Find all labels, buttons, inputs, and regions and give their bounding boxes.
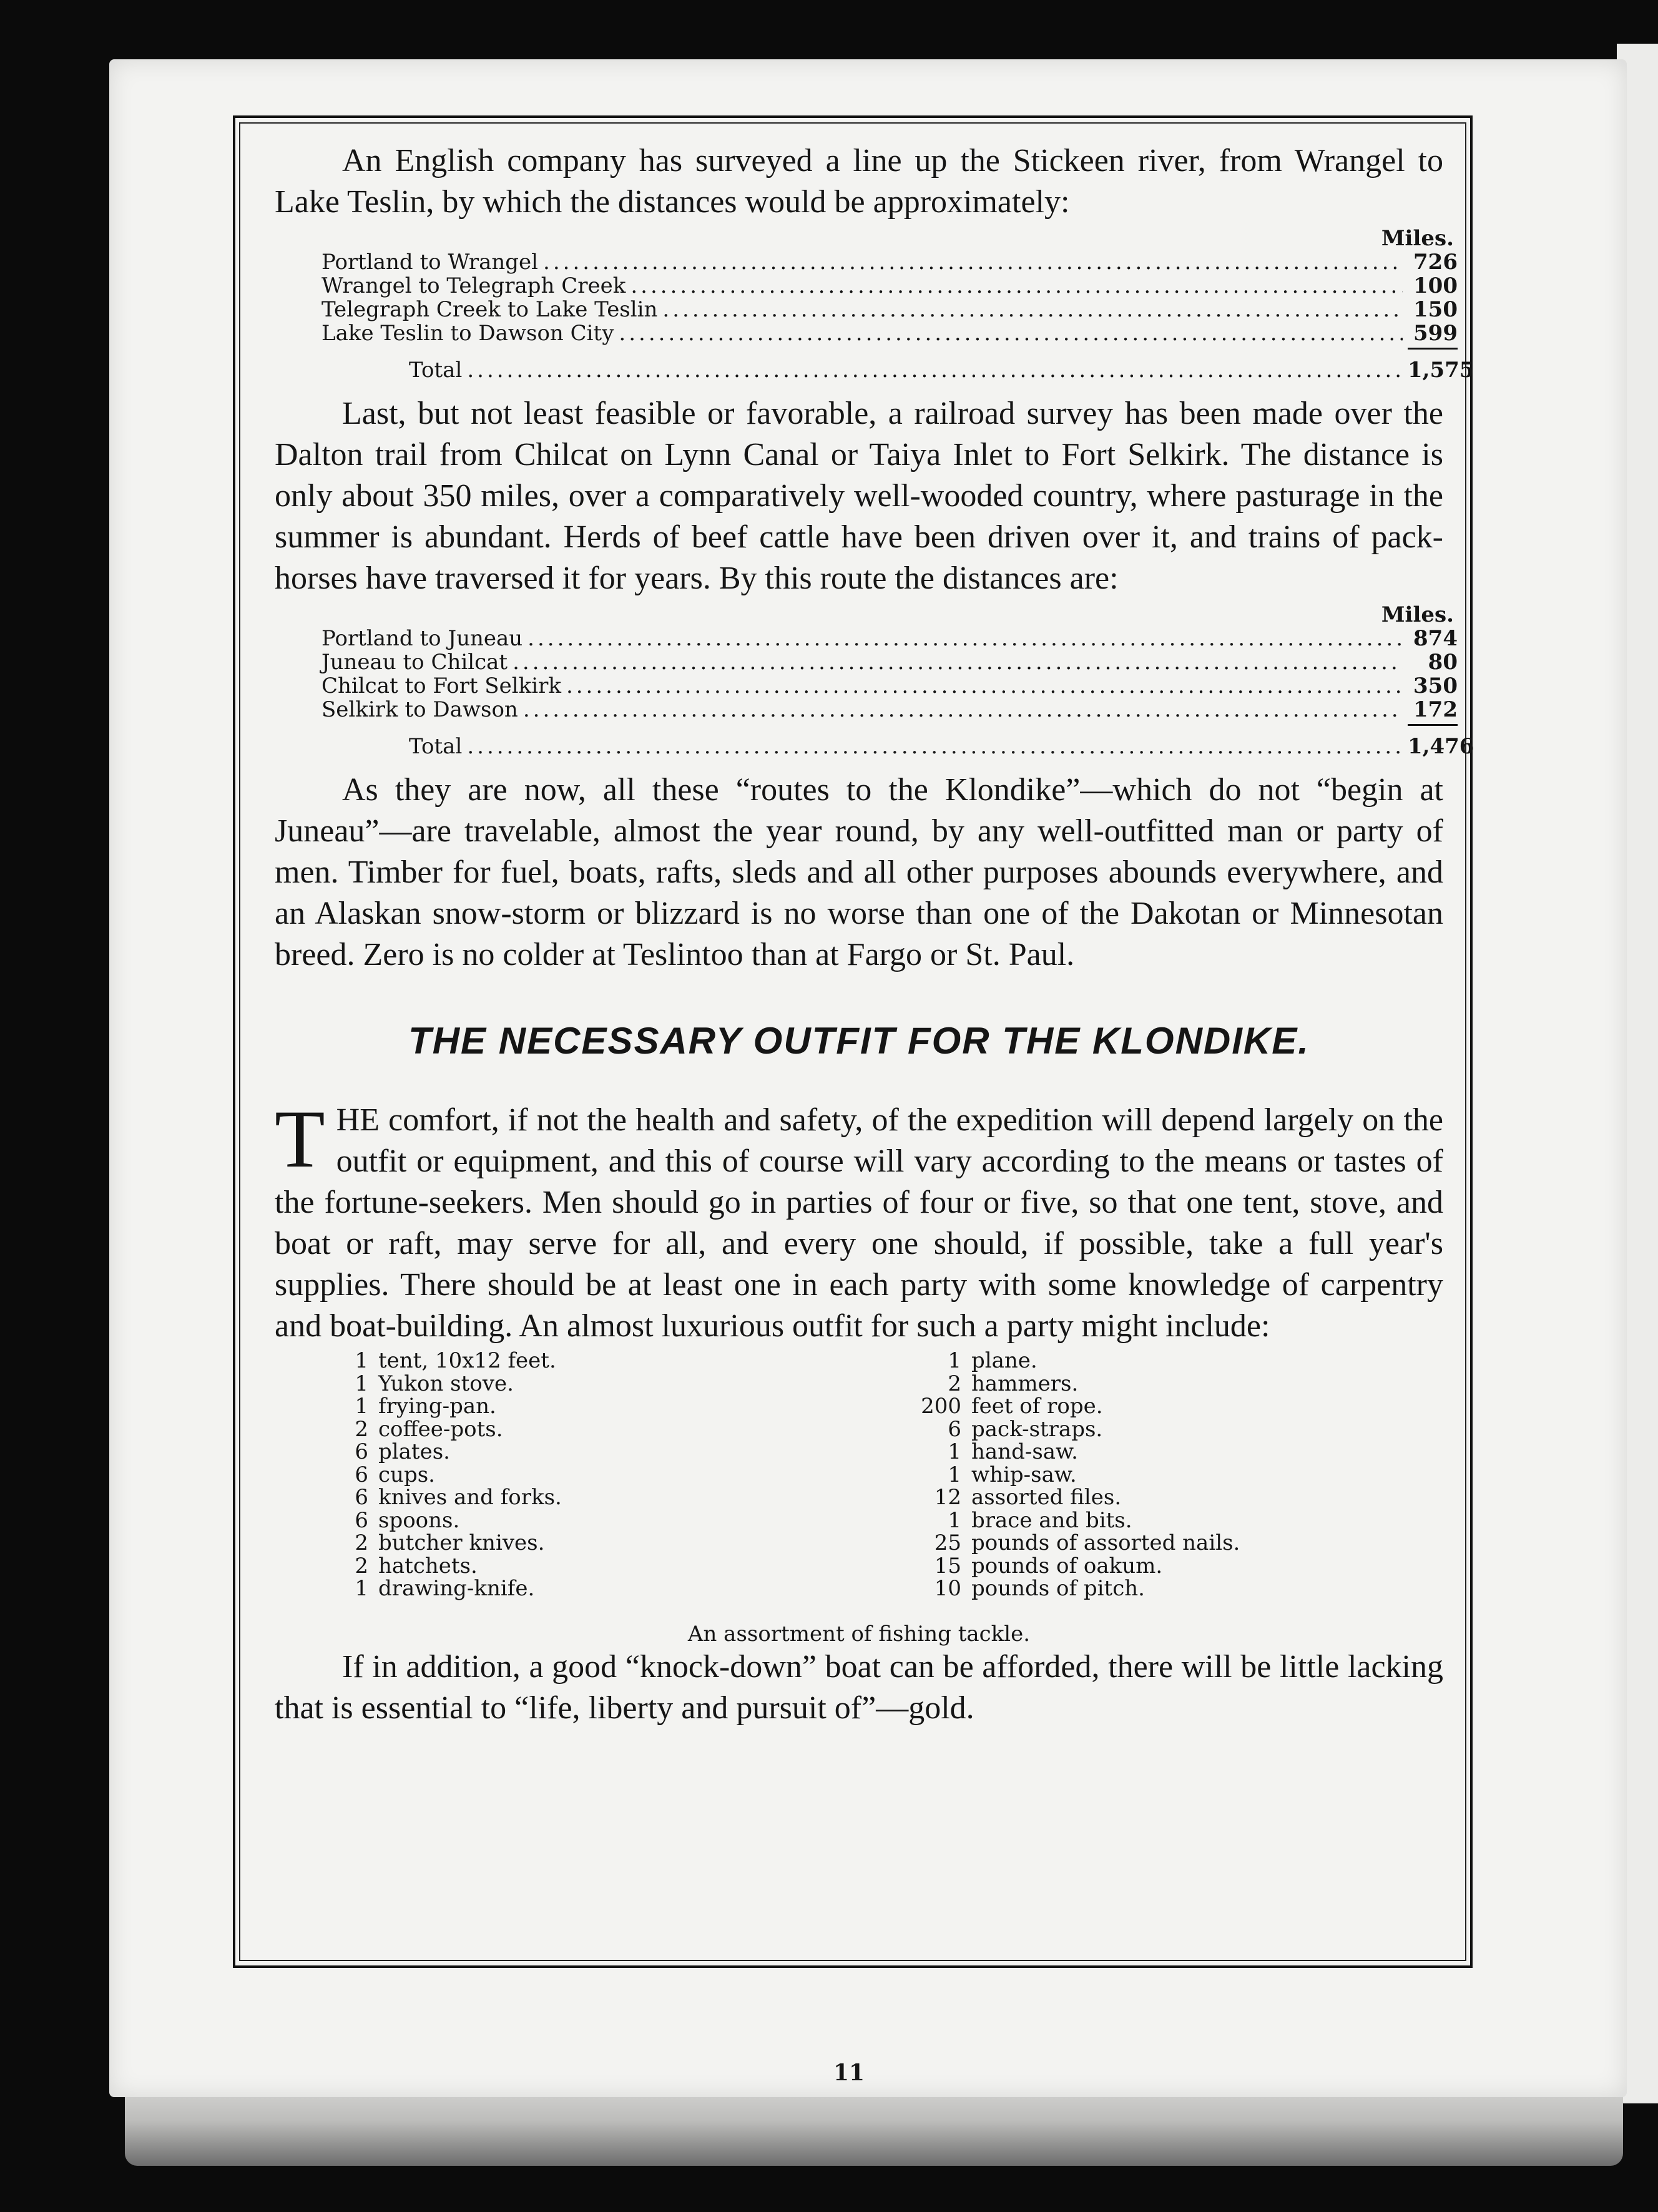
drop-cap: T — [275, 1093, 325, 1185]
total-rule — [1408, 724, 1458, 726]
list-item: 6 cups. — [355, 1462, 435, 1487]
table-header: Miles. — [1381, 602, 1454, 627]
routes-paragraph: As they are now, all these “routes to the Klondike”—which do not “begin at Juneau”—are travelable, almost the year round, by any well-outfitted man or party of men. Timber for fuel, boats, rafts, sleds and all other purposes abounds everywhere, and an Alaskan snow-storm or blizzard is no worse than one of the Dakotan or Minnesotan breed. Zero is no colder at Teslintoo than at Fargo or St. Paul. — [275, 772, 1443, 972]
table-row — [321, 298, 1458, 321]
section-title: THE NECESSARY OUTFIT FOR THE KLONDIKE. — [408, 1020, 1310, 1062]
page-number: 11 — [833, 2060, 865, 2086]
row-value: 80 — [1428, 650, 1458, 675]
list-item: 15 pounds of oakum. — [934, 1553, 1163, 1578]
row-value: 350 — [1413, 673, 1458, 698]
page-content — [275, 140, 1474, 1729]
row-value: 172 — [1413, 697, 1458, 722]
list-item: 25 pounds of assorted nails. — [934, 1530, 1240, 1555]
list-item: 2 hammers. — [948, 1371, 1079, 1396]
list-item: 2 hatchets. — [355, 1553, 478, 1578]
table-row — [321, 698, 1458, 722]
distance-table-stickeen — [321, 226, 1474, 383]
total-label: Total — [409, 358, 463, 383]
row-value: 874 — [1413, 626, 1458, 651]
row-value: 100 — [1413, 273, 1458, 298]
table-row — [321, 650, 1458, 674]
outfit-column-right — [886, 1349, 1240, 1600]
table-row — [321, 250, 1458, 274]
row-label: Wrangel to Telegraph Creek — [321, 273, 626, 298]
list-item: 1 plane. — [948, 1348, 1037, 1373]
list-item: 6 spoons. — [355, 1507, 460, 1533]
row-label: Portland to Wrangel — [321, 250, 539, 275]
table-header: Miles. — [1381, 226, 1454, 251]
total-label: Total — [409, 734, 463, 759]
closing-paragraph: If in addition, a good “knock-down” boat can be afforded, there will be little lacking that is essential to “life, liberty and pursuit of”—gold. — [275, 1649, 1443, 1726]
total-rule — [1408, 348, 1458, 350]
row-label: Selkirk to Dawson — [321, 697, 518, 722]
dalton-trail-paragraph: Last, but not least feasible or favorable, a railroad survey has been made over the Dalton trail from Chilcat on Lynn Canal or Taiya Inlet to Fort Selkirk. The distance is only about 350 miles, over a comparatively well-wooded country, where pasturage in the summer is abundant. Herds of beef cattle have been driven over it, and trains of pack-horses have traversed it for years. By this route the distances are: — [275, 396, 1443, 596]
list-item: 1 whip-saw. — [948, 1462, 1077, 1487]
list-item: 1 brace and bits. — [948, 1507, 1132, 1533]
total-value: 1,575 — [1408, 358, 1474, 383]
list-item: 200 feet of rope. — [921, 1394, 1103, 1419]
list-item: 1 hand-saw. — [948, 1439, 1078, 1464]
row-value: 150 — [1413, 297, 1458, 322]
list-item: 1 tent, 10x12 feet. — [355, 1348, 556, 1373]
list-item: 1 frying-pan. — [355, 1394, 496, 1419]
row-label: Juneau to Chilcat — [321, 650, 508, 675]
outfit-intro-text: HE comfort, if not the health and safety, of the expedition will depend largely on the outfit or equipment, and this of course will vary according to the means or tastes of the fortune-seekers. Men should go in parties of four or five, so that one tent, stove, and boat or raft, may serve for all, and every one should, if possible, take a full year's supplies. There should be at least one in each party with some knowledge of carpentry and boat-building. An almost luxurious outfit for such a party might include: — [275, 1102, 1443, 1344]
intro-paragraph: An English company has surveyed a line up the Stickeen river, from Wrangel to Lake Teslin, by which the distances would be approximately: — [275, 143, 1443, 220]
table-row — [321, 627, 1458, 650]
list-item: 12 assorted files. — [934, 1485, 1122, 1510]
row-label: Portland to Juneau — [321, 626, 523, 651]
list-item: 6 knives and forks. — [355, 1485, 562, 1510]
table-total-row — [409, 734, 1474, 759]
distance-table-dalton — [321, 602, 1474, 759]
list-item: 10 pounds of pitch. — [934, 1576, 1145, 1601]
list-item: 1 Yukon stove. — [355, 1371, 514, 1396]
table-row — [321, 674, 1458, 698]
fishing-tackle-line: An assortment of fishing tackle. — [687, 1622, 1031, 1647]
outfit-intro-paragraph — [275, 1093, 1443, 1347]
list-item: 2 butcher knives. — [355, 1530, 545, 1555]
total-value: 1,476 — [1408, 734, 1474, 759]
list-item: 6 pack-straps. — [948, 1416, 1103, 1442]
list-item: 6 plates. — [355, 1439, 450, 1464]
list-item: 2 coffee-pots. — [355, 1416, 503, 1442]
row-value: 726 — [1413, 250, 1458, 275]
outfit-list — [275, 1348, 1443, 1647]
row-label: Lake Teslin to Dawson City — [321, 321, 614, 346]
table-row — [321, 321, 1458, 345]
row-label: Telegraph Creek to Lake Teslin — [321, 297, 658, 322]
list-item: 1 drawing-knife. — [355, 1576, 535, 1601]
table-row — [321, 274, 1458, 298]
outfit-column-left — [325, 1349, 562, 1600]
row-value: 599 — [1413, 321, 1458, 346]
row-label: Chilcat to Fort Selkirk — [321, 673, 561, 698]
table-total-row — [409, 358, 1474, 383]
